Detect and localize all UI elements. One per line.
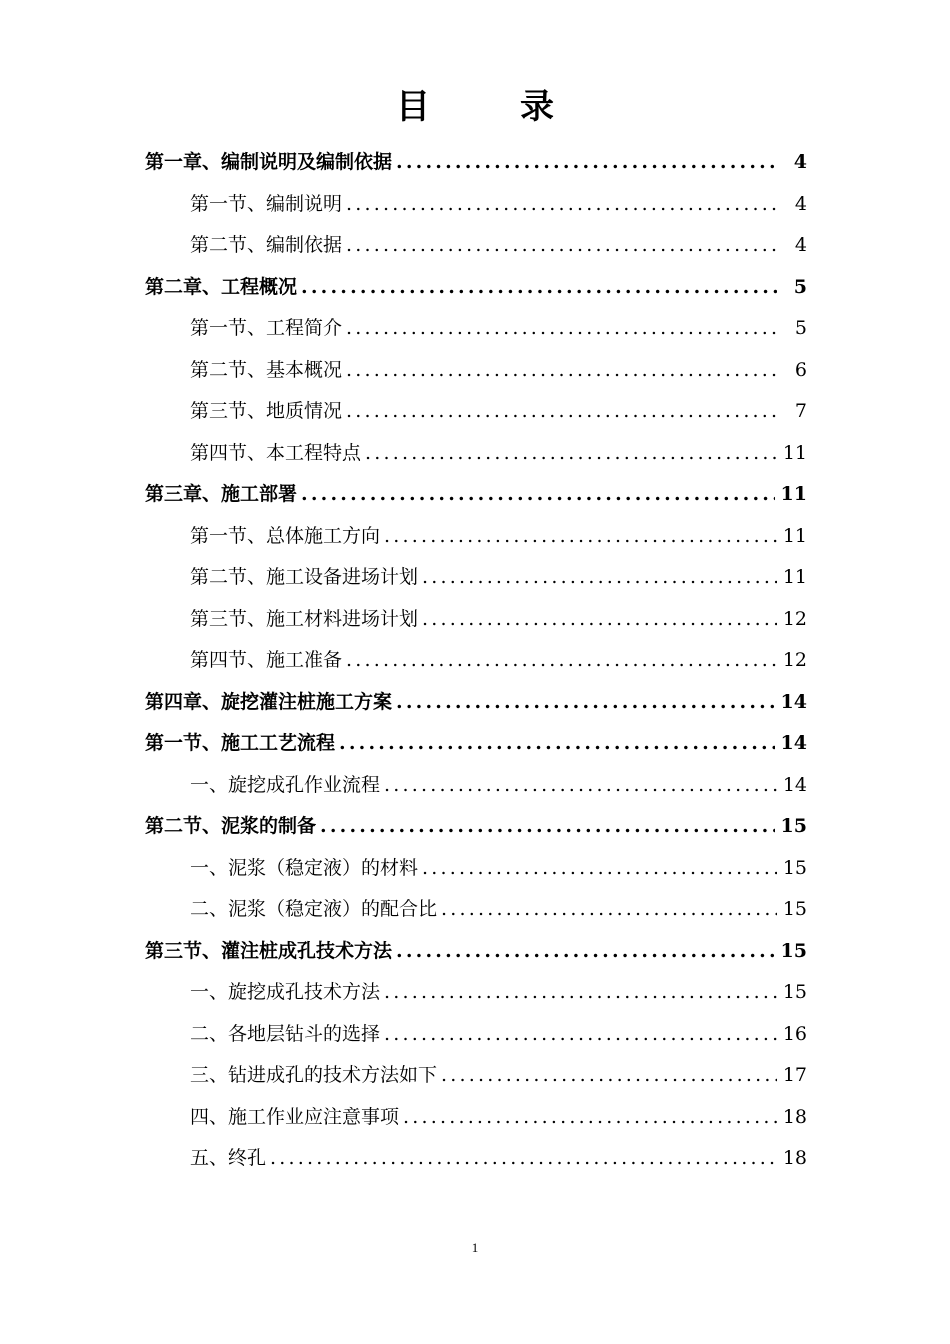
- toc-entry-label: 第三节、灌注桩成孔技术方法: [145, 939, 393, 962]
- toc-entry-page: 11: [780, 483, 807, 505]
- toc-dot-leader: [301, 474, 775, 516]
- toc-entry-page: 12: [782, 607, 807, 630]
- toc-dot-leader: [396, 931, 775, 973]
- toc-section-entry[interactable]: [145, 350, 807, 392]
- toc-dot-leader: [396, 142, 777, 184]
- toc-entry-label: 第三章、施工部署: [145, 483, 298, 505]
- toc-entry-page: 14: [780, 690, 807, 713]
- toc-section-entry[interactable]: [145, 1097, 807, 1139]
- toc-section-entry[interactable]: [145, 1138, 807, 1180]
- toc-section-entry[interactable]: [145, 516, 807, 558]
- toc-section-entry[interactable]: [145, 184, 807, 226]
- toc-entry-label: 第二节、基本概况: [190, 358, 343, 381]
- toc-dot-leader: [441, 1055, 777, 1097]
- toc-dot-leader: [422, 599, 777, 641]
- toc-entry-page: 7: [794, 400, 807, 422]
- toc-dot-leader: [270, 1138, 777, 1180]
- toc-entry-label: 一、泥浆（稳定液）的材料: [190, 856, 419, 879]
- toc-dot-leader: [346, 640, 777, 682]
- toc-section-entry[interactable]: [145, 1055, 807, 1097]
- page-title: 目 录: [396, 87, 582, 127]
- toc-entry-page: 4: [793, 151, 807, 173]
- toc-entry-page: 16: [782, 1022, 807, 1045]
- toc-entry-label: 第一节、总体施工方向: [190, 524, 381, 547]
- toc-dot-leader: [384, 516, 777, 558]
- toc-entry-page: 11: [782, 441, 807, 464]
- toc-entry-label: 一、旋挖成孔技术方法: [190, 981, 381, 1003]
- toc-dot-leader: [441, 889, 777, 931]
- toc-entry-page: 17: [782, 1064, 807, 1086]
- toc-dot-leader: [346, 225, 777, 267]
- toc-section-entry[interactable]: [145, 765, 807, 807]
- toc-dot-leader: [320, 806, 775, 848]
- toc-dot-leader: [384, 765, 777, 807]
- toc-chapter-entry[interactable]: [145, 682, 807, 724]
- toc-entry-label: 第一节、施工工艺流程: [145, 732, 336, 754]
- toc-section-entry[interactable]: [145, 433, 807, 475]
- toc-entry-page: 5: [793, 275, 807, 298]
- toc-entry-label: 四、施工作业应注意事项: [190, 1105, 400, 1128]
- toc-entry-label: 一、旋挖成孔作业流程: [190, 773, 381, 796]
- toc-entry-page: 15: [782, 981, 807, 1003]
- toc-dot-leader: [396, 682, 775, 724]
- toc-section-entry[interactable]: [145, 391, 807, 433]
- toc-entry-page: 15: [780, 815, 807, 837]
- toc-entry-page: 18: [782, 1105, 807, 1128]
- toc-entry-label: 第二节、施工设备进场计划: [190, 566, 419, 588]
- table-of-contents: [145, 142, 807, 1180]
- toc-section-entry[interactable]: [145, 557, 807, 599]
- toc-entry-page: 15: [782, 898, 807, 920]
- toc-entry-label: 第一节、编制说明: [190, 192, 343, 215]
- toc-dot-leader: [365, 433, 777, 475]
- toc-entry-label: 二、各地层钻斗的选择: [190, 1022, 381, 1045]
- toc-section-entry[interactable]: [145, 640, 807, 682]
- toc-entry-label: 第一节、工程简介: [190, 317, 343, 339]
- toc-entry-label: 第二章、工程概况: [145, 275, 298, 298]
- toc-entry-label: 第一章、编制说明及编制依据: [145, 151, 393, 173]
- toc-section-entry[interactable]: [145, 848, 807, 890]
- toc-dot-leader: [384, 972, 777, 1014]
- toc-entry-page: 14: [780, 732, 807, 754]
- toc-entry-page: 5: [794, 317, 807, 339]
- toc-entry-page: 15: [780, 939, 807, 962]
- toc-entry-label: 五、终孔: [190, 1147, 267, 1169]
- toc-entry-label: 三、钻进成孔的技术方法如下: [190, 1064, 438, 1086]
- toc-dot-leader: [346, 308, 777, 350]
- toc-entry-page: 12: [782, 649, 807, 671]
- toc-chapter-entry[interactable]: [145, 474, 807, 516]
- toc-section-entry[interactable]: [145, 972, 807, 1014]
- toc-entry-page: 18: [782, 1147, 807, 1169]
- toc-entry-page: 11: [782, 524, 807, 547]
- toc-dot-leader: [346, 391, 777, 433]
- toc-dot-leader: [422, 557, 777, 599]
- toc-section-entry[interactable]: [145, 225, 807, 267]
- toc-dot-leader: [339, 723, 775, 765]
- toc-chapter-entry[interactable]: [145, 723, 807, 765]
- toc-entry-page: 11: [782, 566, 807, 588]
- toc-chapter-entry[interactable]: [145, 267, 807, 309]
- toc-dot-leader: [346, 350, 777, 392]
- toc-dot-leader: [346, 184, 777, 226]
- toc-dot-leader: [384, 1014, 777, 1056]
- toc-dot-leader: [403, 1097, 777, 1139]
- toc-entry-label: 第四节、本工程特点: [190, 441, 362, 464]
- toc-entry-label: 二、泥浆（稳定液）的配合比: [190, 898, 438, 920]
- toc-entry-label: 第二节、编制依据: [190, 234, 343, 256]
- toc-entry-page: 4: [794, 192, 807, 215]
- toc-chapter-entry[interactable]: [145, 142, 807, 184]
- toc-entry-label: 第三节、施工材料进场计划: [190, 607, 419, 630]
- toc-section-entry[interactable]: [145, 599, 807, 641]
- toc-entry-page: 15: [782, 856, 807, 879]
- toc-section-entry[interactable]: [145, 1014, 807, 1056]
- toc-dot-leader: [301, 267, 777, 309]
- toc-entry-page: 6: [794, 358, 807, 381]
- toc-section-entry[interactable]: [145, 889, 807, 931]
- toc-section-entry[interactable]: [145, 308, 807, 350]
- toc-entry-page: 14: [782, 773, 807, 796]
- toc-entry-label: 第四章、旋挖灌注桩施工方案: [145, 690, 393, 713]
- page-number: 1: [471, 1240, 479, 1255]
- toc-entry-label: 第二节、泥浆的制备: [145, 815, 317, 837]
- toc-entry-label: 第四节、施工准备: [190, 649, 343, 671]
- toc-entry-label: 第三节、地质情况: [190, 400, 343, 422]
- toc-chapter-entry[interactable]: [145, 931, 807, 973]
- toc-chapter-entry[interactable]: [145, 806, 807, 848]
- toc-entry-page: 4: [794, 234, 807, 256]
- toc-dot-leader: [422, 848, 777, 890]
